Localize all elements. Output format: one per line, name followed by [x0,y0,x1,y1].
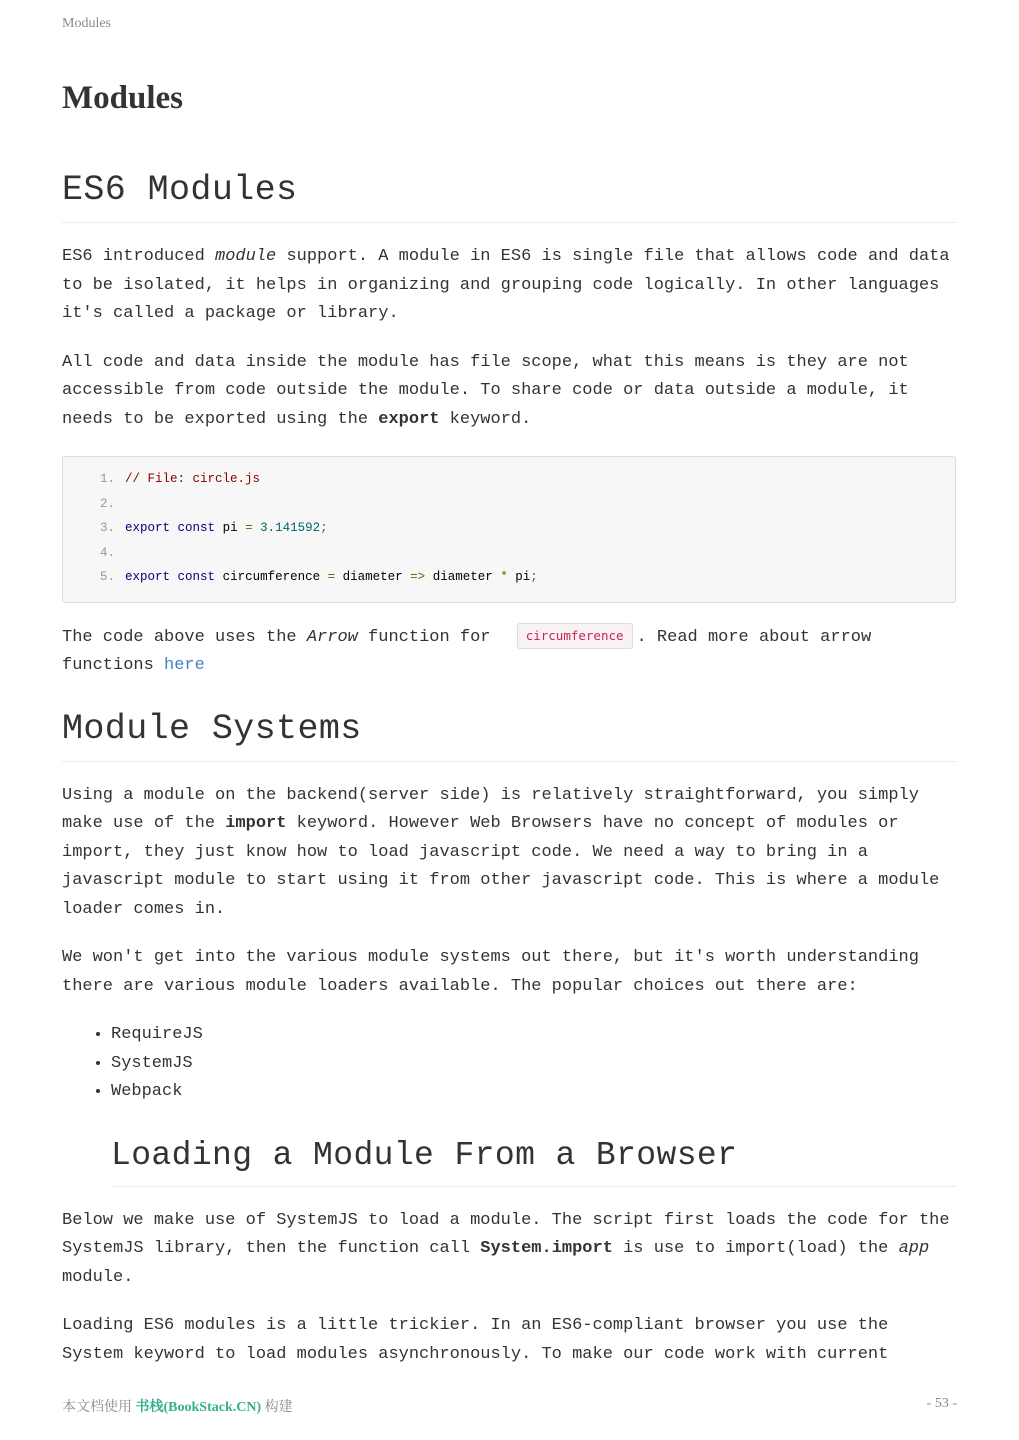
inline-code-circumference: circumference [517,623,633,649]
code-comment: // File: circle.js [125,472,261,486]
loading-paragraph-2: Loading ES6 modules is a little trickier. In an ES6-compliant browser you use the System keyword to load modules asynchronously. To make our code work with current [62,1316,889,1364]
code-line [63,543,955,568]
systems-paragraph-2: We won't get into the various module systems out there, but it's worth understanding there are various module loaders available. The popular choices out there are: [62,948,919,996]
loading-paragraph-1: Below we make use of SystemJS to load a module. The script first loads the code for the SystemJS library, then the function call System.import is use to import(load) the app module. [62,1210,950,1287]
line-number: 4. [99,545,115,560]
systems-paragraph-1: Using a module on the backend(server side) is relatively straightforward, you simply make use of the import keyword. However Web Browsers have no concept of modules or import, they just know how to load javascript code. We need a way to bring in a javascript module to start using it from other javascript code. This is where a module loader comes in. [62,785,940,919]
heading-module-systems: Module Systems [62,709,956,762]
list-item: • Webpack [111,1078,956,1107]
heading-loading-module: Loading a Module From a Browser [111,1137,956,1187]
page-number: - 53 - [926,1396,957,1411]
line-number: 2. [99,496,115,511]
footer-attribution: 本文档使用 书栈(BookStack.CN) 构建 [62,1400,293,1415]
code-block-circle [62,456,956,603]
page-title: Modules [62,80,184,116]
list-item: • SystemJS [111,1050,956,1079]
code-line: 3. export const pi = 3.141592; [63,518,955,543]
code-line [63,494,955,519]
keyword-export: export [378,409,440,429]
running-header: Modules [62,16,111,31]
module-loaders-list [62,1021,956,1107]
es6-paragraph-2: All code and data inside the module has file scope, what this means is they are not accessible from code outside the module. To share code or data outside a module, it needs to be exported using the export keyword. [62,352,909,429]
bookstack-brand: 书栈(BookStack.CN) [135,1400,262,1415]
code-line: 5. export const circumference = diameter => diameter * pi; [63,567,955,592]
line-number: 3. [99,521,115,535]
code-line [63,469,955,494]
term-arrow: Arrow [306,627,358,647]
keyword-system-import: System.import [480,1239,613,1258]
main-content [62,170,956,1369]
term-module: module [215,247,277,266]
line-number: 5. [99,570,115,584]
keyword-import: import [225,814,287,833]
heading-es6-modules: ES6 Modules [62,170,956,223]
term-app: app [898,1239,930,1258]
arrow-functions-link[interactable]: here [164,656,205,675]
es6-paragraph-1: ES6 introduced module support. A module in ES6 is single file that allows code and data to be isolated, it helps in organizing and grouping code logically. In other languages it's called a package or library. [62,247,950,323]
line-number: 1. [99,472,115,486]
es6-paragraph-3: The code above uses the Arrow function for circumference . Read more about arrow functions here [62,623,956,681]
list-item: • RequireJS [111,1021,956,1050]
